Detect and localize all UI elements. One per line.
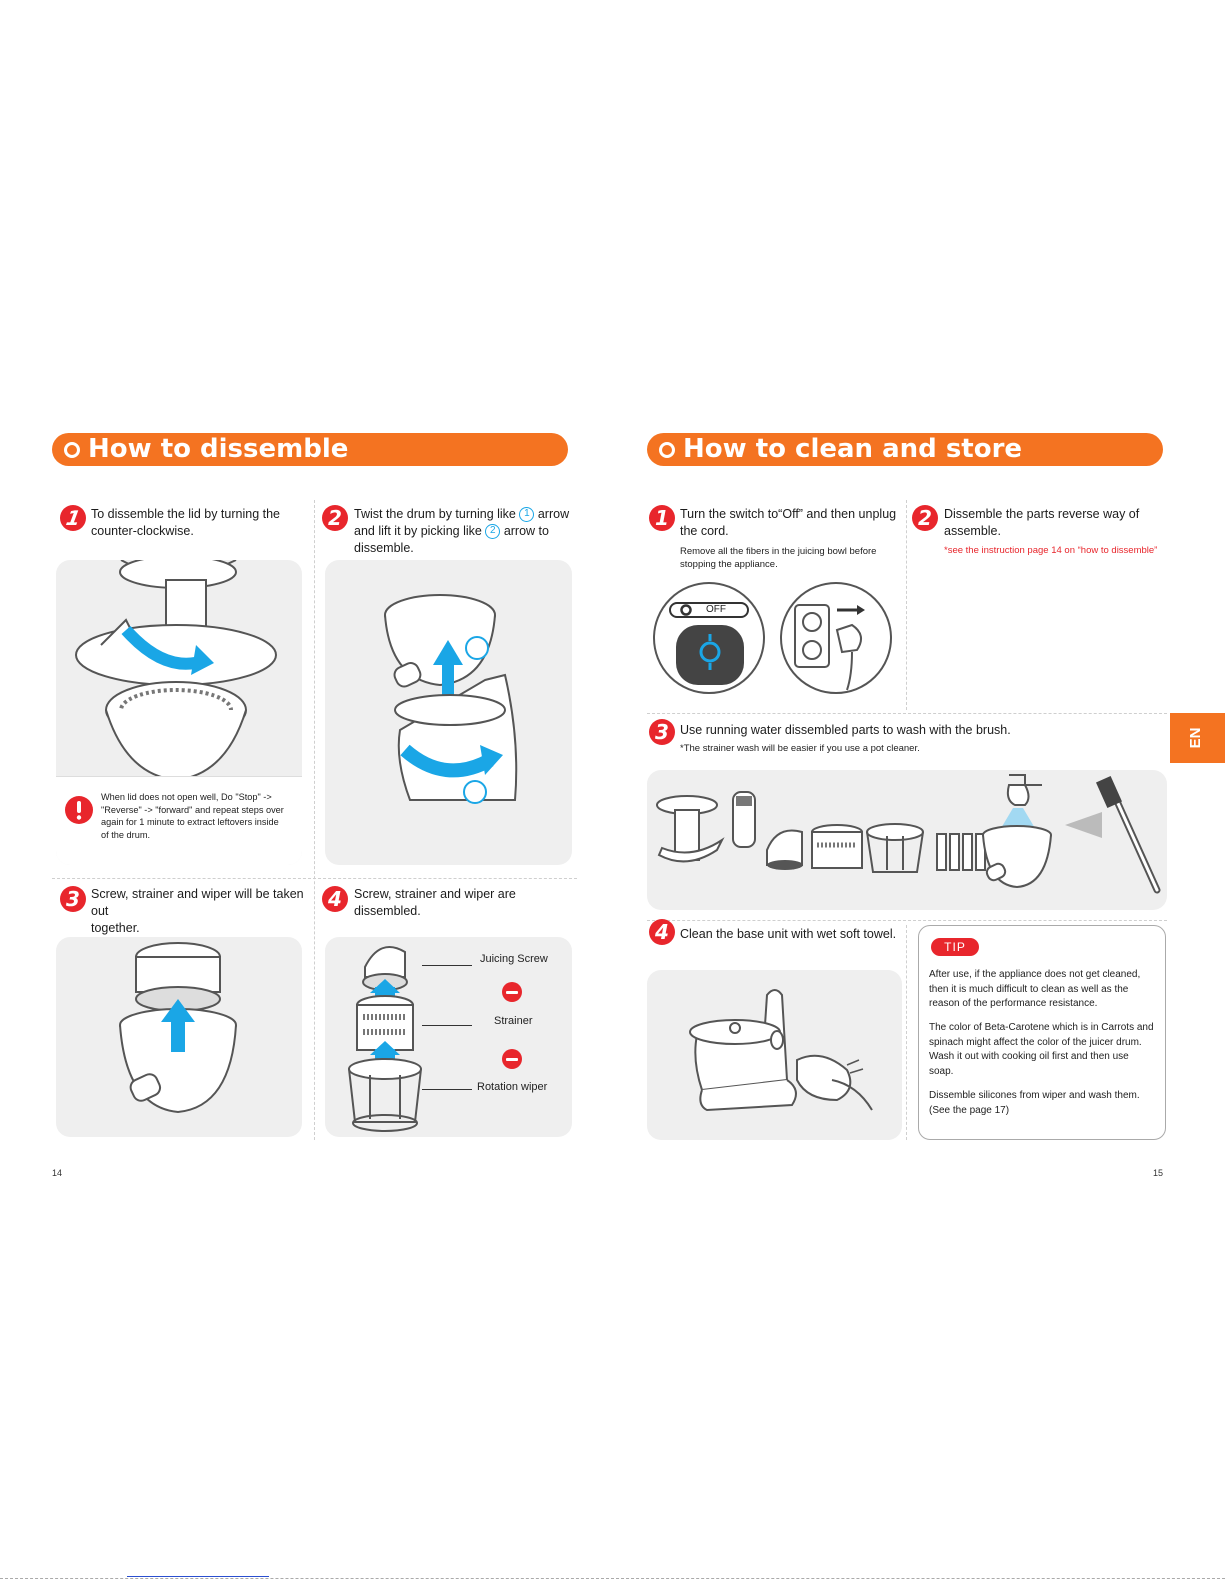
screw-removal-panel xyxy=(56,937,302,1137)
tip-paragraph-1 xyxy=(929,968,1161,1012)
tip-line: then it is much difficult to clean as well as the xyxy=(929,983,1129,995)
step-1-line2: counter-clockwise. xyxy=(91,524,194,538)
leader-line xyxy=(422,1025,472,1026)
tip-line: spinach might affect the color of the juicer drum. xyxy=(929,1036,1142,1048)
step-number-icon xyxy=(910,503,940,533)
page-number-left: 14 xyxy=(52,1168,63,1178)
part-label-wiper: Rotation wiper xyxy=(477,1081,548,1093)
step-digit: 3 xyxy=(655,720,669,744)
section-title: How to dissemble xyxy=(88,434,349,464)
step-2-line3: dissemble. xyxy=(354,541,414,555)
step-digit: 1 xyxy=(655,506,669,530)
step-4-line1: Screw, strainer and wiper are dissembled. xyxy=(354,887,516,918)
tip-line: Wash it out with cooking oil first and then use xyxy=(929,1051,1129,1062)
row-divider xyxy=(647,920,1167,921)
r-step-1-sub xyxy=(680,545,902,571)
r-step-3-sub: *The strainer wash will be easier if you use a pot cleaner. xyxy=(680,743,920,754)
step-2-text xyxy=(354,506,574,557)
tip-line: reason of the performance resistance. xyxy=(929,998,1098,1009)
r-step-2-line1: Dissemble the parts reverse way of xyxy=(944,507,1140,521)
drum-figure-panel xyxy=(325,560,572,865)
tip-line: (See the page 17) xyxy=(929,1104,1010,1116)
towel-icon xyxy=(797,1056,850,1100)
r-step-1-line2: the cord. xyxy=(680,524,729,538)
warning-line: of the drum. xyxy=(101,829,151,840)
r-step-1-sub-line1: Remove all the fibers in the juicing bowl before xyxy=(680,546,877,557)
step-digit: 2 xyxy=(328,506,342,530)
step-2-line1 xyxy=(354,506,574,523)
tip-paragraph-3 xyxy=(929,1089,1161,1118)
r-step-1-sub-line2: stopping the appliance. xyxy=(680,559,778,570)
step-2-line2 xyxy=(354,523,574,540)
switch-plug-figure xyxy=(652,580,902,700)
tip-badge: TIP xyxy=(931,938,979,956)
step-1-text xyxy=(91,506,306,540)
plug-icon xyxy=(837,625,861,652)
wash-parts-figure xyxy=(647,770,1167,910)
step-2-line2-b: arrow to xyxy=(503,524,549,538)
parts-panel xyxy=(325,937,572,1137)
row-divider xyxy=(647,713,1167,714)
step-2-line1-a: Twist the drum by turning like xyxy=(354,507,516,521)
step-number-icon xyxy=(647,717,677,747)
step-2-line1-b: arrow xyxy=(537,507,570,521)
r-step-4-text: Clean the base unit with wet soft towel. xyxy=(680,927,897,941)
column-divider xyxy=(314,500,315,1140)
step-number-icon xyxy=(647,917,677,947)
column-divider xyxy=(906,925,907,1140)
bottom-rule xyxy=(0,1578,1225,1579)
base-clean-panel xyxy=(647,970,902,1140)
step-digit: 3 xyxy=(66,887,80,911)
step-3-line1: Screw, strainer and wiper will be taken out xyxy=(91,887,304,918)
warning-icon xyxy=(64,795,94,825)
step-2-line2-a: and lift it by picking like xyxy=(354,524,482,538)
tip-line: The color of Beta-Carotene which is in Carrots and xyxy=(929,1022,1154,1033)
part-label-screw: Juicing Screw xyxy=(480,953,548,965)
step-number-icon xyxy=(320,503,350,533)
r-step-1-line1: Turn the switch to“Off” and then unplug xyxy=(680,507,897,521)
step-3-text xyxy=(91,886,313,937)
part-label-strainer: Strainer xyxy=(494,1015,533,1027)
language-tab-label: EN xyxy=(1186,727,1204,749)
step-digit: 4 xyxy=(655,920,669,944)
lid-figure-panel xyxy=(56,560,302,865)
section-title: How to clean and store xyxy=(683,434,1023,464)
warning-text xyxy=(101,791,301,841)
parts-figure xyxy=(325,937,572,1137)
r-step-3-text: Use running water dissembled parts to wash with the brush. xyxy=(680,723,1011,737)
tip-box xyxy=(918,925,1166,1140)
tip-paragraph-2 xyxy=(929,1021,1161,1079)
section-banner-dissemble xyxy=(52,433,568,466)
step-number-icon xyxy=(58,503,88,533)
warning-line: "Reverse" -> "forward" and repeat steps over xyxy=(101,804,284,815)
r-step-2-line2: assemble. xyxy=(944,524,1001,538)
banner-ring-icon xyxy=(64,442,80,458)
page-number-right: 15 xyxy=(1153,1168,1164,1178)
drum-figure xyxy=(325,560,572,865)
bottom-link-underline xyxy=(127,1576,269,1577)
column-divider xyxy=(906,500,907,710)
switch-off-label: OFF xyxy=(706,604,726,615)
r-step-2-note: *see the instruction page 14 on “how to dissemble” xyxy=(944,545,1158,556)
warning-box xyxy=(56,776,302,865)
tip-line: Dissemble silicones from wiper and wash them. xyxy=(929,1090,1140,1101)
leader-line xyxy=(422,965,472,966)
wash-parts-panel xyxy=(647,770,1167,910)
step-number-icon xyxy=(320,884,350,914)
r-step-2-text xyxy=(944,506,1164,540)
tip-line: After use, if the appliance does not get cleaned, xyxy=(929,969,1141,980)
step-number-icon xyxy=(58,884,88,914)
step-digit: 2 xyxy=(918,506,932,530)
base-clean-figure xyxy=(647,970,902,1140)
tap-icon xyxy=(1009,775,1042,785)
row-divider xyxy=(52,878,577,879)
step-digit: 1 xyxy=(64,506,83,530)
screw-removal-figure xyxy=(56,937,302,1137)
step-3-line2: together. xyxy=(91,921,140,935)
leader-line xyxy=(422,1089,472,1090)
r-step-1-text xyxy=(680,506,902,540)
step-number-icon xyxy=(647,503,677,533)
inline-marker-2: 2 xyxy=(485,524,500,539)
warning-line: When lid does not open well, Do "Stop" -> xyxy=(101,792,272,802)
tip-line: soap. xyxy=(929,1065,954,1077)
minus-icon xyxy=(502,982,522,1002)
banner-ring-icon xyxy=(659,442,675,458)
minus-icon xyxy=(502,1049,522,1069)
step-4-text xyxy=(354,886,576,920)
step-1-line1: To dissemble the lid by turning the xyxy=(91,507,280,521)
warning-line: again for 1 minute to extract leftovers inside xyxy=(101,817,279,827)
section-banner-clean xyxy=(647,433,1163,466)
language-tab xyxy=(1170,713,1225,763)
inline-marker-1: 1 xyxy=(519,507,534,522)
step-digit: 4 xyxy=(328,887,342,911)
